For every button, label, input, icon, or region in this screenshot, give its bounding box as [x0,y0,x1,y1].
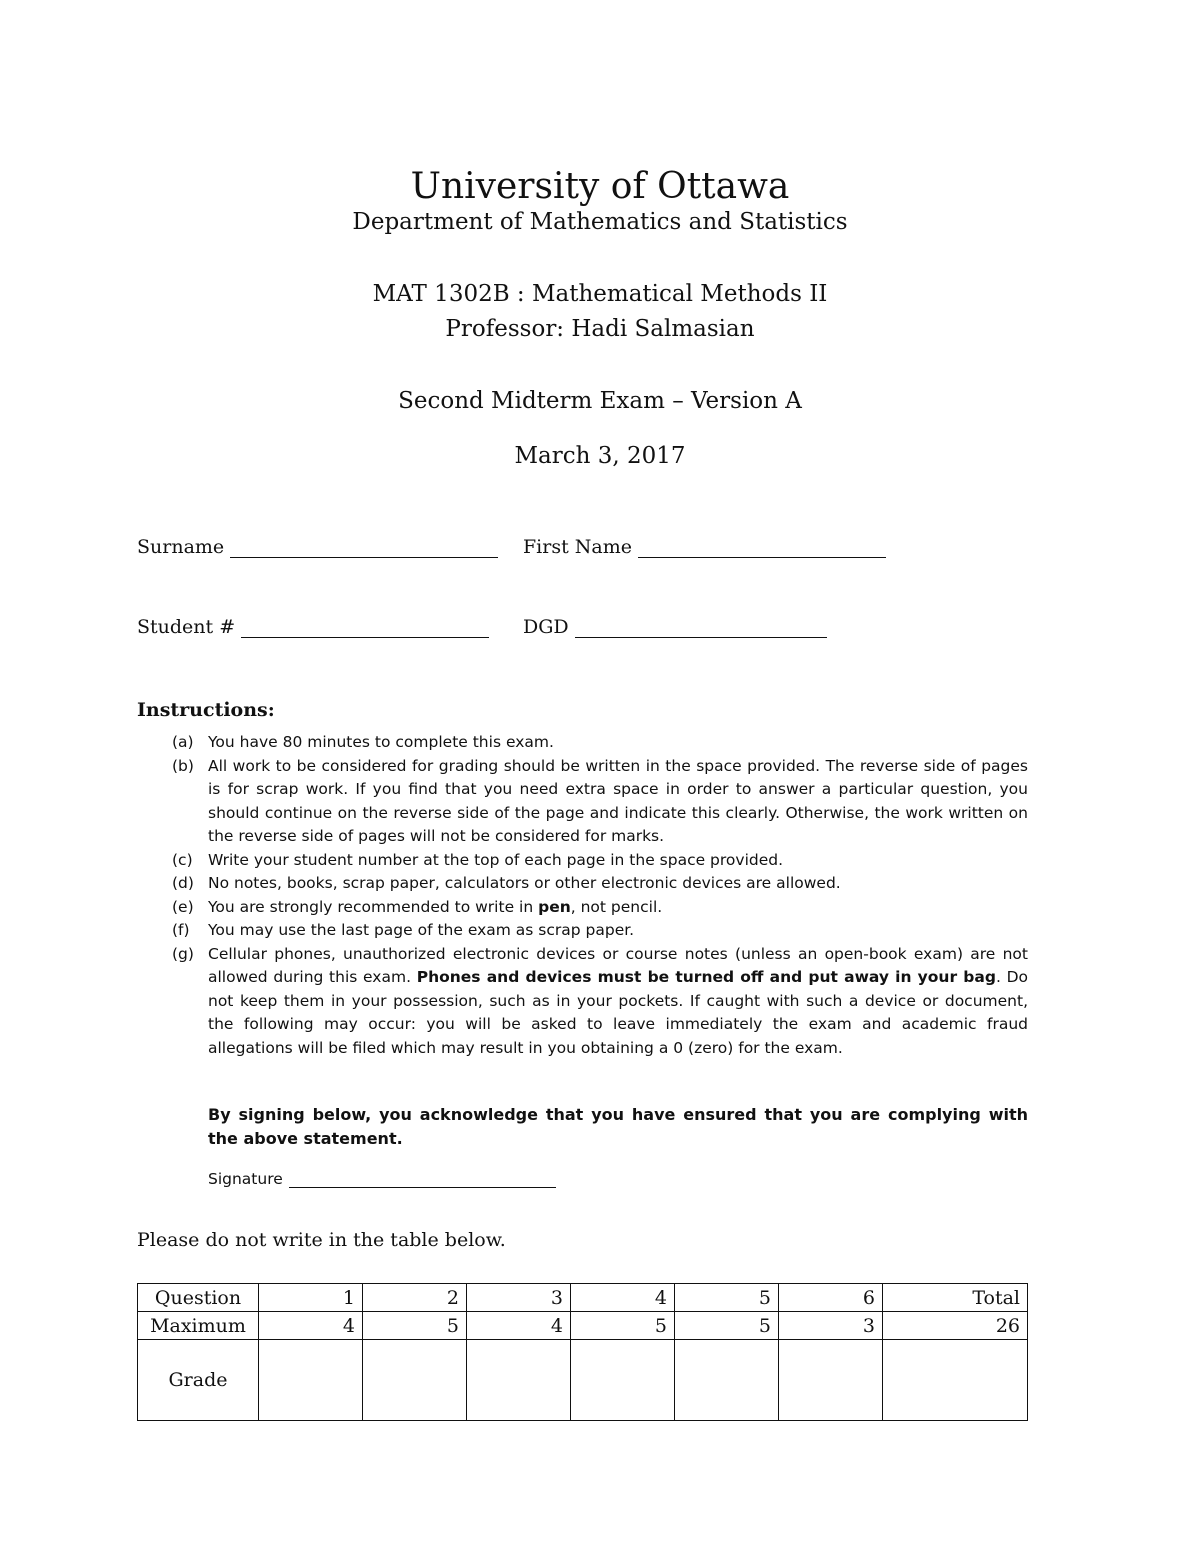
grade-cell[interactable] [675,1340,779,1421]
instruction-item [172,872,1028,896]
table-row [138,1284,1028,1312]
instructions-list [172,731,1028,1060]
instruction-text: No notes, books, scrap paper, calculators or other electronic devices are allowed. [208,874,841,892]
instructions-heading: Instructions: [137,699,275,721]
instruction-item [172,919,1028,943]
question-number: 5 [675,1284,779,1312]
first-name-field [523,536,886,558]
instruction-emphasis: pen [538,897,571,916]
surname-field [137,536,498,558]
professor-name: Professor: Hadi Salmasian [445,316,755,342]
grade-table [137,1283,1028,1421]
table-row [138,1340,1028,1421]
dgd-field [523,616,827,638]
signature-label: Signature [208,1170,283,1188]
signature-blank[interactable] [289,1169,556,1188]
question-number: 2 [363,1284,467,1312]
row-label-grade: Grade [138,1340,259,1421]
maximum-score: 4 [259,1312,363,1340]
instruction-text: . Do not keep them in your possession, such as in your pockets. If caught with such a device or document, the following may occur: you will be asked to leave immediately the exam and academic fraud allegations will be filed which may result in you obtaining a 0 (zero) for the exam. [208,968,1028,1057]
instruction-label: (a) [172,733,194,751]
instruction-text: , not pencil. [570,897,663,916]
grade-total-cell[interactable] [883,1340,1028,1421]
instruction-label: (b) [172,756,194,775]
instruction-text: All work to be considered for grading should be written in the space provided. The reverse side of pages is for scrap work. If you find that you need extra space in order to answer a particular question, you should continue on the reverse side of the page and indicate this clearly. Otherwise, the work written on the reverse side of pages will not be considered for marks. [208,756,1028,845]
dgd-label: DGD [523,616,569,638]
grade-cell[interactable] [779,1340,883,1421]
instruction-emphasis: Phones and devices must be turned off and put away in your bag [416,968,996,986]
instruction-label: (g) [172,944,194,963]
acknowledgement-statement: By signing below, you acknowledge that you have ensured that you are complying with the above statement. [208,1105,1028,1148]
total-header: Total [883,1284,1028,1312]
instruction-item [172,896,1028,920]
first-name-label: First Name [523,536,632,558]
instruction-item [172,755,1028,849]
instruction-label: (e) [172,897,194,916]
table-row [138,1312,1028,1340]
instruction-text: Write your student number at the top of each page in the space provided. [208,850,784,869]
student-number-blank[interactable] [241,617,489,638]
instruction-item [172,731,1028,755]
student-number-field [137,616,489,638]
table-note: Please do not write in the table below. [137,1229,506,1251]
row-label-question: Question [138,1284,259,1312]
total-maximum: 26 [883,1312,1028,1340]
surname-blank[interactable] [230,537,498,558]
instruction-label: (f) [172,921,190,939]
question-number: 3 [467,1284,571,1312]
student-number-label: Student # [137,616,236,638]
instruction-item [172,849,1028,873]
instruction-text: You have 80 minutes to complete this exam. [208,733,554,751]
instruction-label: (c) [172,850,193,869]
university-name: University of Ottawa [410,166,790,207]
first-name-blank[interactable] [638,537,886,558]
maximum-score: 4 [467,1312,571,1340]
signature-field [208,1169,556,1188]
instruction-item [172,943,1028,1061]
instruction-text: You may use the last page of the exam as scrap paper. [208,921,635,939]
grade-cell[interactable] [259,1340,363,1421]
department-name: Department of Mathematics and Statistics [352,209,848,235]
exam-date: March 3, 2017 [514,443,686,469]
instruction-label: (d) [172,874,194,892]
grade-cell[interactable] [467,1340,571,1421]
maximum-score: 5 [675,1312,779,1340]
maximum-score: 5 [571,1312,675,1340]
grade-cell[interactable] [363,1340,467,1421]
instruction-text: Cellular phones, unauthorized electronic devices or course notes (unless an open-book exam) are not allowed during this exam. [208,944,1028,986]
dgd-blank[interactable] [575,617,827,638]
maximum-score: 3 [779,1312,883,1340]
surname-label: Surname [137,536,225,558]
question-number: 4 [571,1284,675,1312]
row-label-maximum: Maximum [138,1312,259,1340]
instruction-text: You are strongly recommended to write in [208,897,539,916]
question-number: 1 [259,1284,363,1312]
question-number: 6 [779,1284,883,1312]
grade-cell[interactable] [571,1340,675,1421]
course-title: MAT 1302B : Mathematical Methods II [372,281,828,307]
exam-title: Second Midterm Exam – Version A [398,388,802,414]
maximum-score: 5 [363,1312,467,1340]
